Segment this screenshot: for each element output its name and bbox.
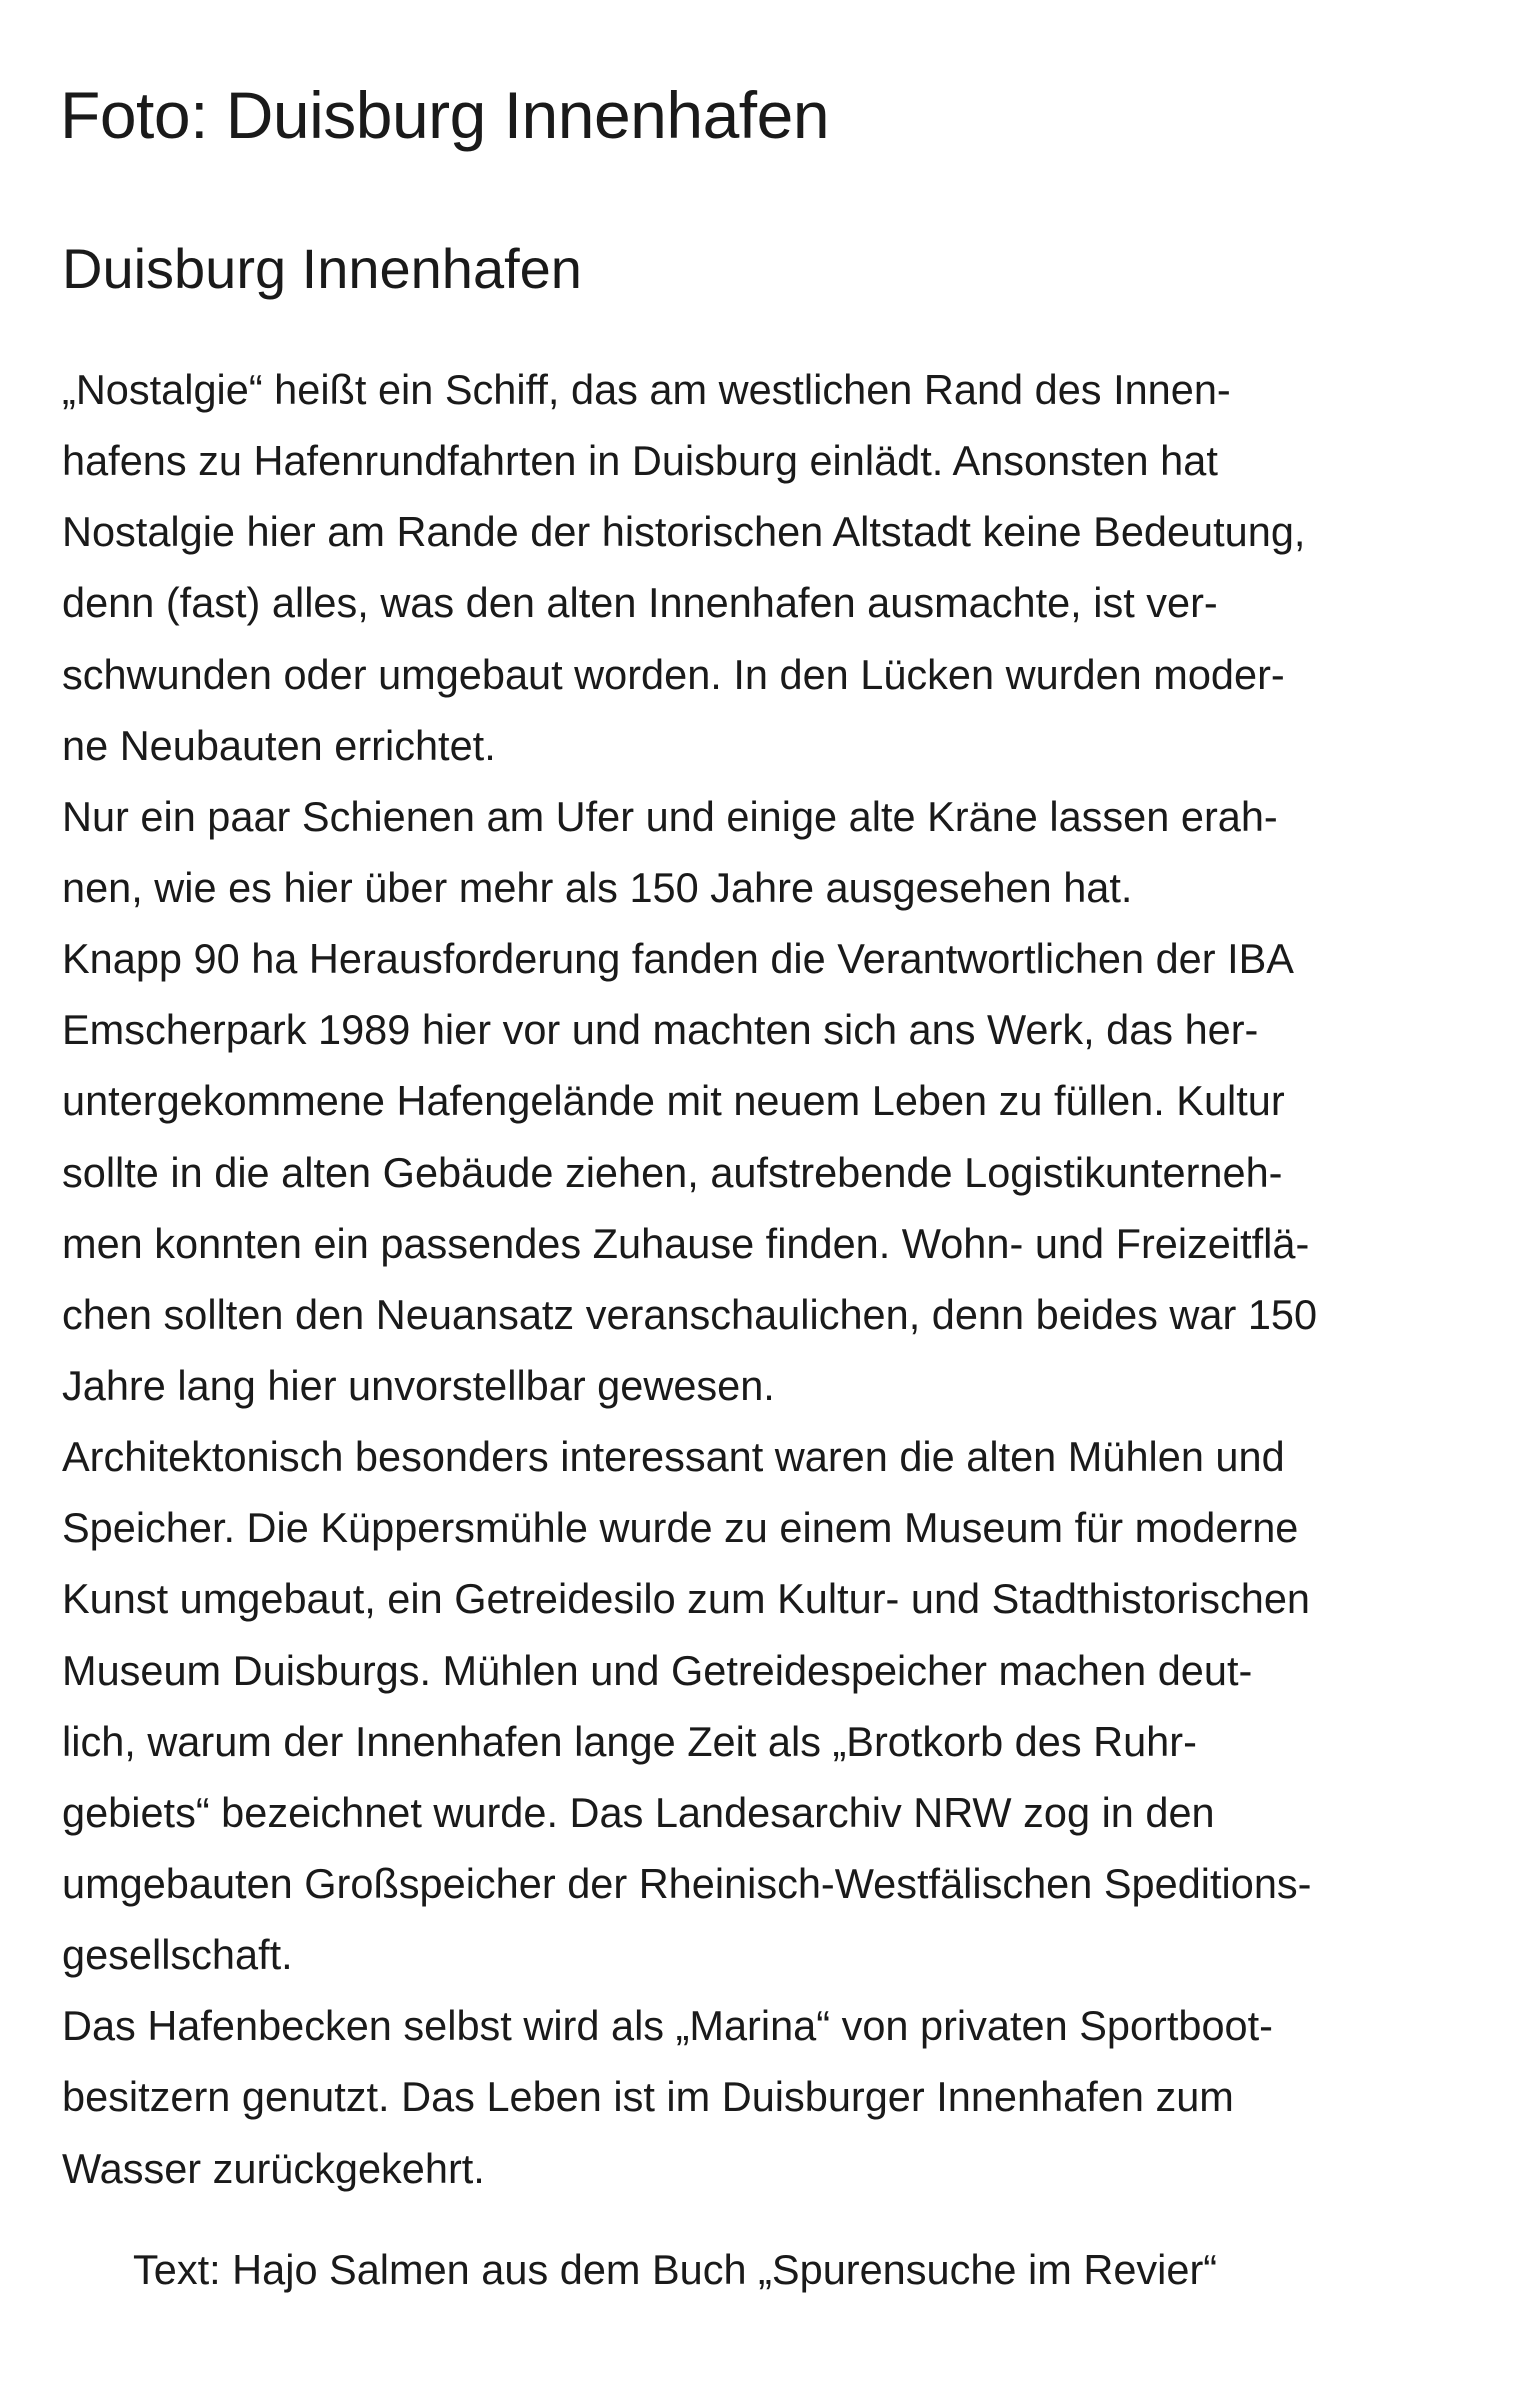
body-line: Knapp 90 ha Herausforderung fanden die Verantwortlichen der IBA (62, 935, 1294, 983)
page-title: Foto: Duisburg Innenhafen (60, 78, 830, 152)
body-line: gesellschaft. (62, 1931, 293, 1979)
body-line: men konnten ein passendes Zuhause finden. Wohn- und Freizeitflä- (62, 1219, 1310, 1267)
source-credit: Text: Hajo Salmen aus dem Buch „Spurensuche im Revier“ (133, 2246, 1218, 2293)
body-line: Kunst umgebaut, ein Getreidesilo zum Kultur- und Stadthistorischen (62, 1575, 1310, 1623)
body-line: Nur ein paar Schienen am Ufer und einige alte Kräne lassen erah- (62, 792, 1278, 840)
article-body (62, 354, 1462, 2204)
body-line: Wasser zurückgekehrt. (62, 2144, 485, 2192)
body-line: „Nostalgie“ heißt ein Schiff, das am westlichen Rand des Innen- (62, 366, 1231, 413)
body-line: Das Hafenbecken selbst wird als „Marina“ von privaten Sportboot- (62, 2002, 1273, 2050)
body-line: sollte in die alten Gebäude ziehen, aufstrebende Logistikunterneh- (62, 1148, 1283, 1196)
body-line: ne Neubauten errichtet. (62, 721, 496, 769)
body-line: schwunden oder umgebaut worden. In den Lücken wurden moder- (62, 650, 1285, 698)
body-line: Nostalgie hier am Rande der historischen Altstadt keine Bedeutung, (62, 508, 1306, 556)
body-line: chen sollten den Neuansatz veranschaulichen, denn beides war 150 (62, 1290, 1318, 1338)
body-line: Speicher. Die Küppersmühle wurde zu einem Museum für moderne (62, 1504, 1299, 1552)
body-line: hafens zu Hafenrundfahrten in Duisburg einlädt. Ansonsten hat (62, 437, 1218, 485)
body-line: lich, warum der Innenhafen lange Zeit als „Brotkorb des Ruhr- (62, 1717, 1197, 1765)
body-line: Emscherpark 1989 hier vor und machten sich ans Werk, das her- (62, 1006, 1259, 1054)
body-line: besitzern genutzt. Das Leben ist im Duisburger Innenhafen zum (62, 2073, 1234, 2121)
body-line: untergekommene Hafengelände mit neuem Leben zu füllen. Kultur (62, 1077, 1285, 1125)
body-line: Museum Duisburgs. Mühlen und Getreidespeicher machen deut- (62, 1646, 1253, 1694)
body-line: gebiets“ bezeichnet wurde. Das Landesarchiv NRW zog in den (62, 1788, 1215, 1836)
section-heading: Duisburg Innenhafen (62, 237, 582, 300)
body-line: umgebauten Großspeicher der Rheinisch-Westfälischen Speditions- (62, 1859, 1312, 1907)
body-line: nen, wie es hier über mehr als 150 Jahre ausgesehen hat. (62, 863, 1133, 911)
body-line: Jahre lang hier unvorstellbar gewesen. (62, 1361, 775, 1409)
body-line: Architektonisch besonders interessant waren die alten Mühlen und (62, 1433, 1285, 1481)
body-line: denn (fast) alles, was den alten Innenhafen ausmachte, ist ver- (62, 579, 1218, 627)
